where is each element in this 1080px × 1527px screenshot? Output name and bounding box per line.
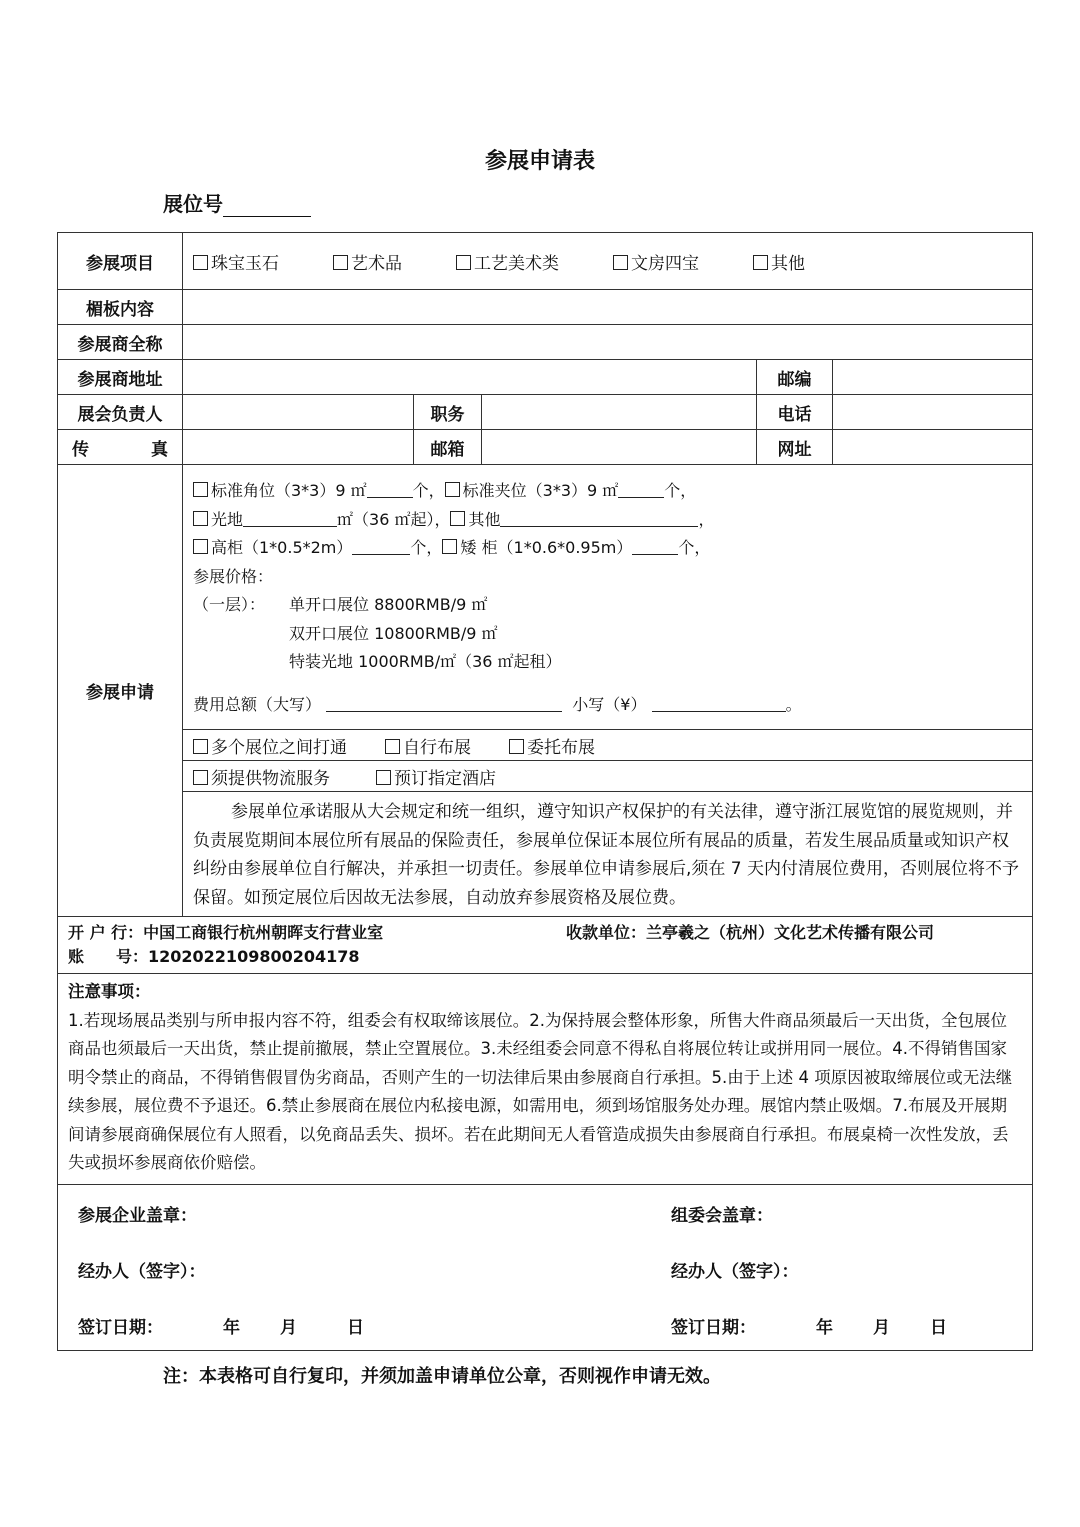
booth-type-line-1: 标准角位（3*3）9 ㎡ 个， 标准夹位（3*3）9 ㎡ 个， [193, 477, 1022, 506]
raw-space-field[interactable] [243, 508, 337, 527]
bank-info [58, 917, 1032, 974]
email-label: 邮箱 [414, 430, 482, 464]
contact-label: 展会负责人 [58, 395, 183, 429]
option-other[interactable]: 其他 [753, 249, 805, 274]
email-field[interactable] [482, 430, 757, 464]
position-label: 职务 [414, 395, 482, 429]
service-row-2 [183, 761, 1032, 792]
option-stationery[interactable]: 文房四宝 [613, 249, 699, 274]
option-entrusted-setup[interactable]: 委托布展 [509, 733, 595, 758]
option-crafts[interactable]: 工艺美术类 [456, 249, 559, 274]
apply-details [183, 465, 1032, 730]
inline-count-field[interactable] [618, 479, 664, 498]
commitment-text: 参展单位承诺服从大会规定和统一组织，遵守知识产权保护的有关法律，遵守浙江展览馆的展览规则，并负责展览期间本展位所有展品的保险责任，参展单位保证本展位所有展品的质量，若发生展品质量或知识产权纠纷由参展单位自行解决，并承担一切责任。参展单位申请参展后,须在 7 天内付清展位费用，否则展位将不予保留。如预定展位后因故无法参展，自动放弃参展资格及展位费。 [193, 802, 1020, 908]
checkbox-icon [509, 739, 524, 754]
project-options [183, 233, 1032, 289]
option-hotel[interactable]: 预订指定酒店 [376, 764, 496, 789]
checkbox-icon[interactable] [193, 482, 208, 497]
low-cabinet-field[interactable] [632, 536, 678, 555]
date-left-month: 月 [280, 1317, 297, 1338]
company-seal-label: 参展企业盖章： [78, 1205, 197, 1226]
notes-heading: 注意事项： [68, 982, 151, 1001]
date-right-day: 日 [930, 1317, 947, 1338]
date-right-label: 签订日期： [671, 1317, 756, 1338]
phone-field[interactable] [833, 395, 1032, 429]
checkbox-icon[interactable] [445, 482, 460, 497]
fullname-label: 参展商全称 [58, 325, 183, 359]
handler-right-label: 经办人（签字）： [671, 1261, 799, 1282]
option-self-setup[interactable]: 自行布展 [385, 733, 471, 758]
page-title: 参展申请表 [484, 149, 595, 174]
fax-row [58, 430, 1032, 465]
booth-number-label: 展位号 [163, 192, 223, 216]
fascia-label: 楣板内容 [58, 290, 183, 324]
zip-label: 邮编 [757, 360, 833, 394]
price-line-3: 特装光地 1000RMB/㎡（36 ㎡起租） [289, 652, 562, 671]
date-left-day: 日 [347, 1317, 364, 1338]
booth-type-line-3: 高柜（1*0.5*2m） 个， 矮 柜（1*0.6*0.95m） 个， [193, 534, 1022, 563]
checkbox-icon [613, 255, 628, 270]
bank-line: 开 户 行：中国工商银行杭州朝晖支行营业室 [68, 923, 384, 942]
checkbox-icon [333, 255, 348, 270]
checkbox-icon [193, 739, 208, 754]
date-left-label: 签订日期： [78, 1317, 163, 1338]
option-art[interactable]: 艺术品 [333, 249, 402, 274]
fax-field[interactable] [183, 430, 414, 464]
booth-number [163, 188, 311, 217]
date-left-year: 年 [223, 1317, 240, 1338]
checkbox-icon[interactable] [193, 511, 208, 526]
checkbox-icon[interactable] [450, 511, 465, 526]
date-right-month: 月 [873, 1317, 890, 1338]
website-field[interactable] [833, 430, 1032, 464]
corner-count-field[interactable] [367, 479, 413, 498]
website-label: 网址 [757, 430, 833, 464]
project-label: 参展项目 [58, 233, 183, 289]
total-capital-field[interactable] [326, 693, 562, 712]
position-field[interactable] [482, 395, 757, 429]
other-field[interactable] [500, 508, 698, 527]
total-numeric-field[interactable] [652, 693, 786, 712]
checkbox-icon [753, 255, 768, 270]
zip-field[interactable] [833, 360, 1032, 394]
service-row-1 [183, 730, 1032, 761]
contact-field[interactable] [183, 395, 414, 429]
option-logistics[interactable]: 须提供物流服务 [193, 764, 330, 789]
project-row [58, 233, 1032, 290]
checkbox-icon [385, 739, 400, 754]
address-row [58, 360, 1032, 395]
address-label: 参展商地址 [58, 360, 183, 394]
application-form [57, 232, 1033, 1351]
fax-label: 传 真 [58, 430, 183, 464]
price-line-2: 双开口展位 10800RMB/9 ㎡ [289, 623, 498, 643]
price-title: 参展价格： [193, 566, 274, 586]
checkbox-icon [376, 770, 391, 785]
fullname-field[interactable] [183, 325, 1032, 359]
fascia-row [58, 290, 1032, 325]
footer-note: 注：本表格可自行复印，并须加盖申请单位公章，否则视作申请无效。 [163, 1366, 721, 1387]
payee-line: 收款单位：兰亭羲之（杭州）文化艺术传播有限公司 [566, 923, 935, 942]
handler-left-label: 经办人（签字）： [78, 1261, 206, 1282]
checkbox-icon [456, 255, 471, 270]
committee-seal-label: 组委会盖章： [671, 1205, 773, 1226]
tall-cabinet-field[interactable] [352, 536, 410, 555]
notes-text: 1.若现场展品类别与所申报内容不符，组委会有权取缔该展位。2.为保持展会整体形象，所售大件商品须最后一天出货，全包展位商品也须最后一天出货，禁止提前撤展，禁止空置展位。3.未经组委会同意不得私自将展位转让或拼用同一展位。4.不得销售国家明令禁止的商品，不得销售假冒伪劣商品，否则产生的一切法律后果由参展商自行承担。5.由于上述 4 项原因被取缔展位或无法继续参展，展位费不予退还。6.禁止参展商在展位内私接电源，如需用电，须到场馆服务处办理。展馆内禁止吸烟。7.布展及开展期间请参展商确保展位有人照看，以免商品丢失、损坏。若在此期间无人看管造成损失由参展商自行承担。布展桌椅一次性发放，丢失或损坏参展商依价赔偿。 [68, 1010, 1013, 1172]
notes-section [58, 974, 1032, 1185]
checkbox-icon[interactable] [193, 539, 208, 554]
apply-label: 参展申请 [58, 465, 183, 916]
fullname-row [58, 325, 1032, 360]
option-jewelry[interactable]: 珠宝玉石 [193, 249, 279, 274]
checkbox-icon [193, 770, 208, 785]
option-connect-booths[interactable]: 多个展位之间打通 [193, 733, 347, 758]
total-line: 费用总额（大写） 小写（¥） 。 [193, 694, 802, 714]
contact-row [58, 395, 1032, 430]
price-line-1: （一层）： 单开口展位 8800RMB/9 ㎡ [193, 595, 488, 614]
booth-number-field[interactable] [223, 196, 311, 217]
address-field[interactable] [183, 360, 757, 394]
phone-label: 电话 [757, 395, 833, 429]
account-line: 账 号：1202022109800204178 [68, 947, 360, 966]
apply-body [183, 465, 1032, 916]
apply-section [58, 465, 1032, 917]
checkbox-icon [193, 255, 208, 270]
signature-section [58, 1185, 1032, 1350]
fascia-field[interactable] [183, 290, 1032, 324]
checkbox-icon[interactable] [442, 539, 457, 554]
booth-type-line-2: 光地 ㎡（36 ㎡起）， 其他 ， [193, 506, 1022, 535]
date-right-year: 年 [816, 1317, 833, 1338]
